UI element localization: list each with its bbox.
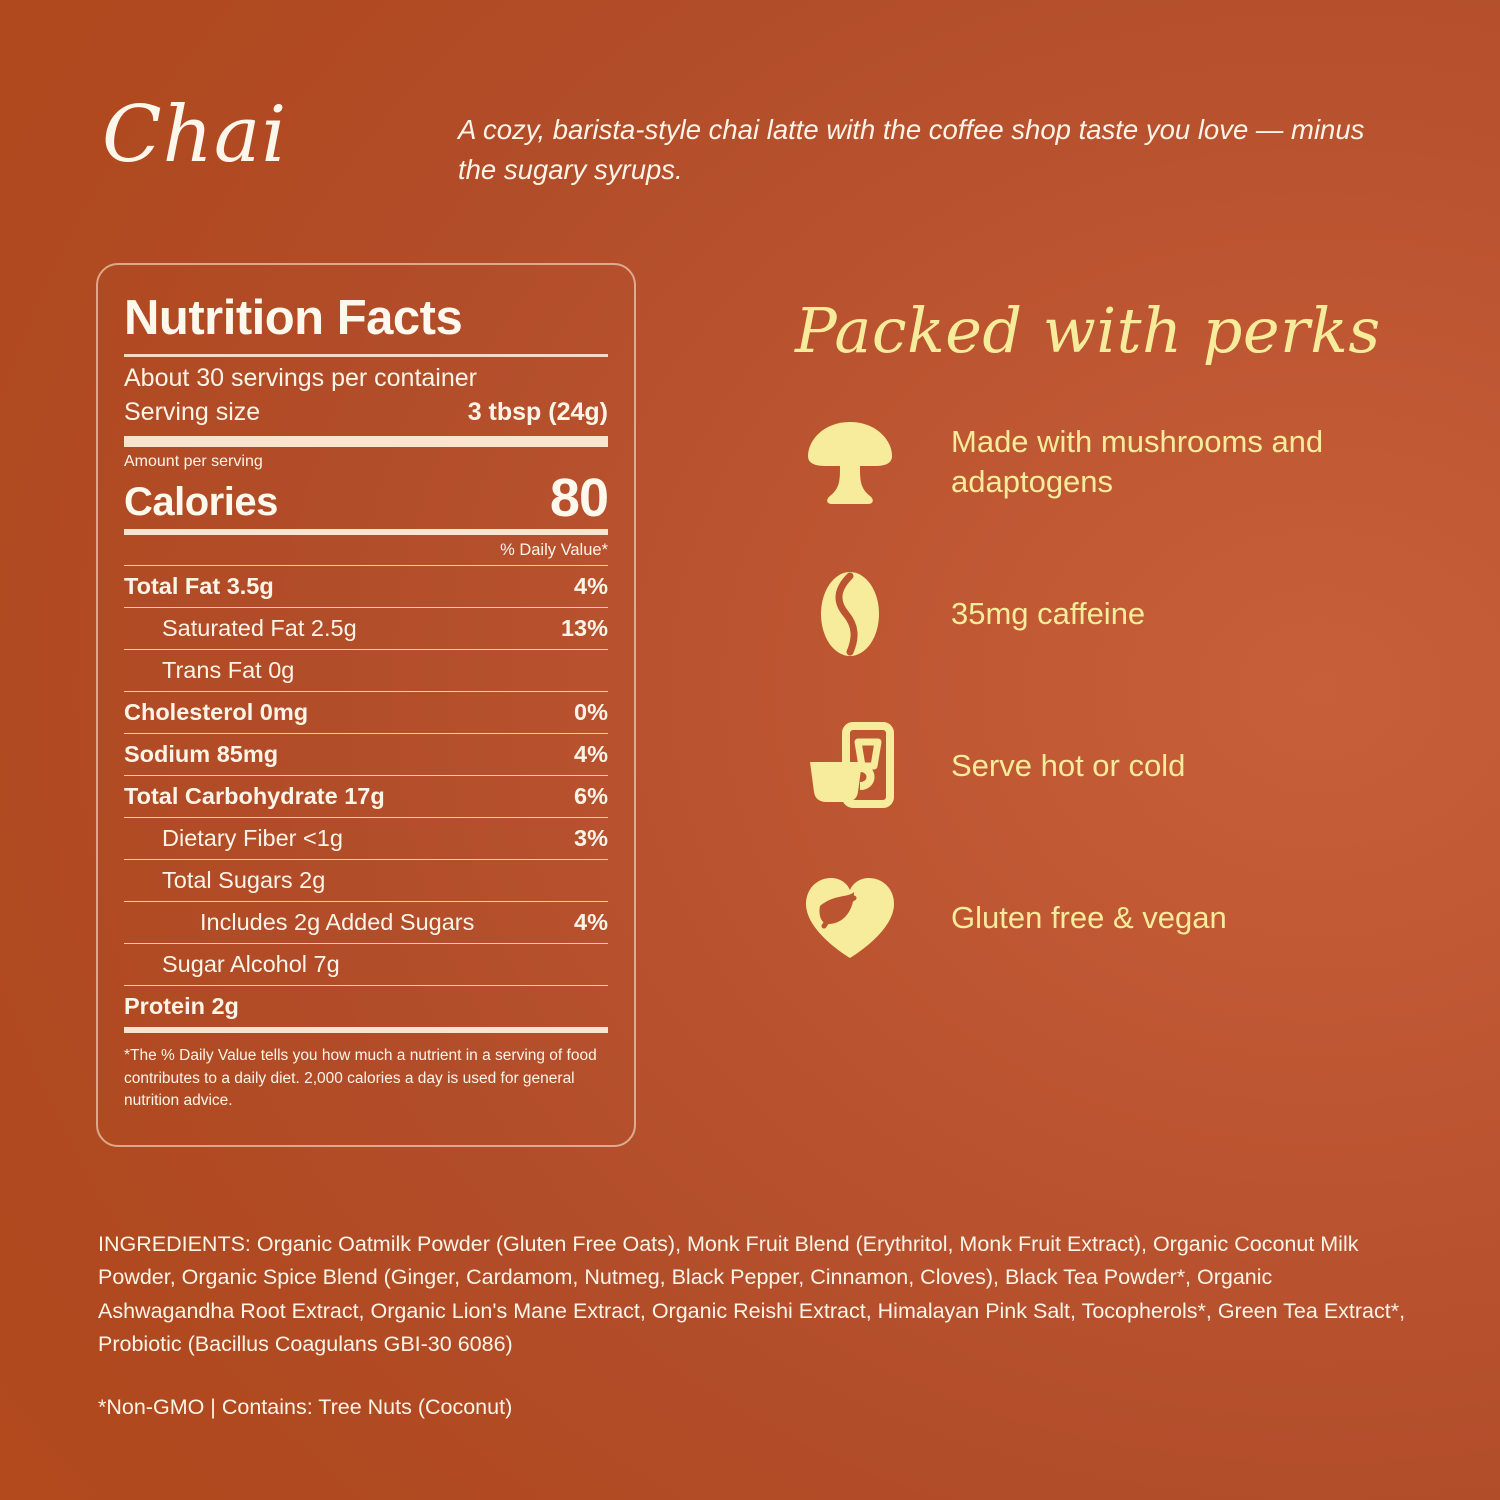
serving-size-row [124, 395, 608, 447]
nutrient-label: Includes 2g Added Sugars [200, 909, 475, 936]
perk-item-caffeine [795, 566, 1415, 662]
coffee-bean-icon [795, 566, 905, 662]
amount-per-serving-label: Amount per serving [124, 453, 263, 471]
nutrition-facts-panel [96, 263, 636, 1147]
nutrient-label: Trans Fat 0g [162, 657, 295, 684]
mushroom-icon [795, 414, 905, 510]
nutrient-row [124, 818, 608, 860]
nutrient-label: Dietary Fiber <1g [162, 825, 343, 852]
calories-label: Calories [124, 480, 278, 525]
nutrient-row [124, 566, 608, 608]
nutrient-daily-value: 6% [574, 783, 608, 810]
nutrient-row [124, 944, 608, 986]
perk-label: Gluten free & vegan [951, 899, 1227, 935]
nutrition-footnote: *The % Daily Value tells you how much a nutrient in a serving of food contributes to a daily diet. 2,000 calories a day is used for general nutrition advice. [124, 1047, 597, 1110]
nutrient-row [124, 986, 608, 1033]
nutrient-label: Saturated Fat 2.5g [162, 615, 357, 642]
header [96, 88, 1404, 218]
ingredients-text: INGREDIENTS: Organic Oatmilk Powder (Gluten Free Oats), Monk Fruit Blend (Erythritol, Monk Fruit Extract), Organic Coconut Milk Powder, Organic Spice Blend (Ginger, Cardamom, Nutmeg, Black Pepper, Cinnamon, Cloves), Black Tea Powder*, Organic Ashwagandha Root Extract, Organic Lion's Mane Extract, Organic Reishi Extract, Himalayan Pink Salt, Tocopherols*, Green Tea Extract*, Probiotic (Bacillus Coagulans GBI-30 6086) [98, 1232, 1406, 1356]
nutrient-daily-value: 4% [574, 741, 608, 768]
nutrient-label: Total Carbohydrate 17g [124, 783, 385, 810]
nutrient-label: Protein 2g [124, 993, 239, 1020]
nutrient-daily-value: 4% [574, 909, 608, 936]
nutrition-facts-title: Nutrition Facts [124, 293, 608, 357]
perks-section [795, 294, 1415, 1022]
perk-label: Serve hot or cold [951, 747, 1186, 783]
nutrient-label: Total Fat 3.5g [124, 573, 274, 600]
nutrient-daily-value: 3% [574, 825, 608, 852]
perk-label: 35mg caffeine [951, 595, 1146, 631]
perk-item-mushrooms [795, 414, 1415, 510]
nutrient-label: Total Sugars 2g [162, 867, 326, 894]
daily-value-header: % Daily Value* [124, 535, 608, 566]
nutrient-row [124, 692, 608, 734]
page-title: Chai [102, 90, 288, 180]
heart-leaf-icon [795, 870, 905, 966]
nutrient-label: Sugar Alcohol 7g [162, 951, 340, 978]
nutrient-rows [124, 566, 608, 1033]
ingredients-note: *Non-GMO | Contains: Tree Nuts (Coconut) [98, 1395, 513, 1420]
ingredients-section [98, 1228, 1408, 1420]
nutrient-daily-value: 4% [574, 573, 608, 600]
perk-item-serve [795, 718, 1415, 814]
nutrient-label: Cholesterol 0mg [124, 699, 309, 726]
nutrient-row [124, 734, 608, 776]
nutrient-row [124, 650, 608, 692]
serving-size-label: Serving size [124, 398, 261, 427]
calories-value: 80 [549, 468, 608, 529]
nutrient-row [124, 860, 608, 902]
nutrient-label: Sodium 85mg [124, 741, 279, 768]
nutrient-daily-value: 13% [560, 615, 608, 642]
hot-cold-drink-icon [795, 718, 905, 814]
product-description: A cozy, barista-style chai latte with the coffee shop taste you love — minus the sugary syrups. [458, 114, 1365, 185]
serving-size-value: 3 tbsp (24g) [467, 398, 608, 427]
nutrient-row [124, 776, 608, 818]
nutrient-daily-value: 0% [574, 699, 608, 726]
perks-title: Packed with perks [795, 294, 1381, 367]
perk-item-gluten-free-vegan [795, 870, 1415, 966]
perk-label: Made with mushrooms and adaptogens [951, 423, 1324, 499]
calories-row [124, 468, 608, 535]
nutrient-row [124, 902, 608, 944]
nutrient-row [124, 608, 608, 650]
servings-per-container: About 30 servings per container [124, 364, 477, 393]
